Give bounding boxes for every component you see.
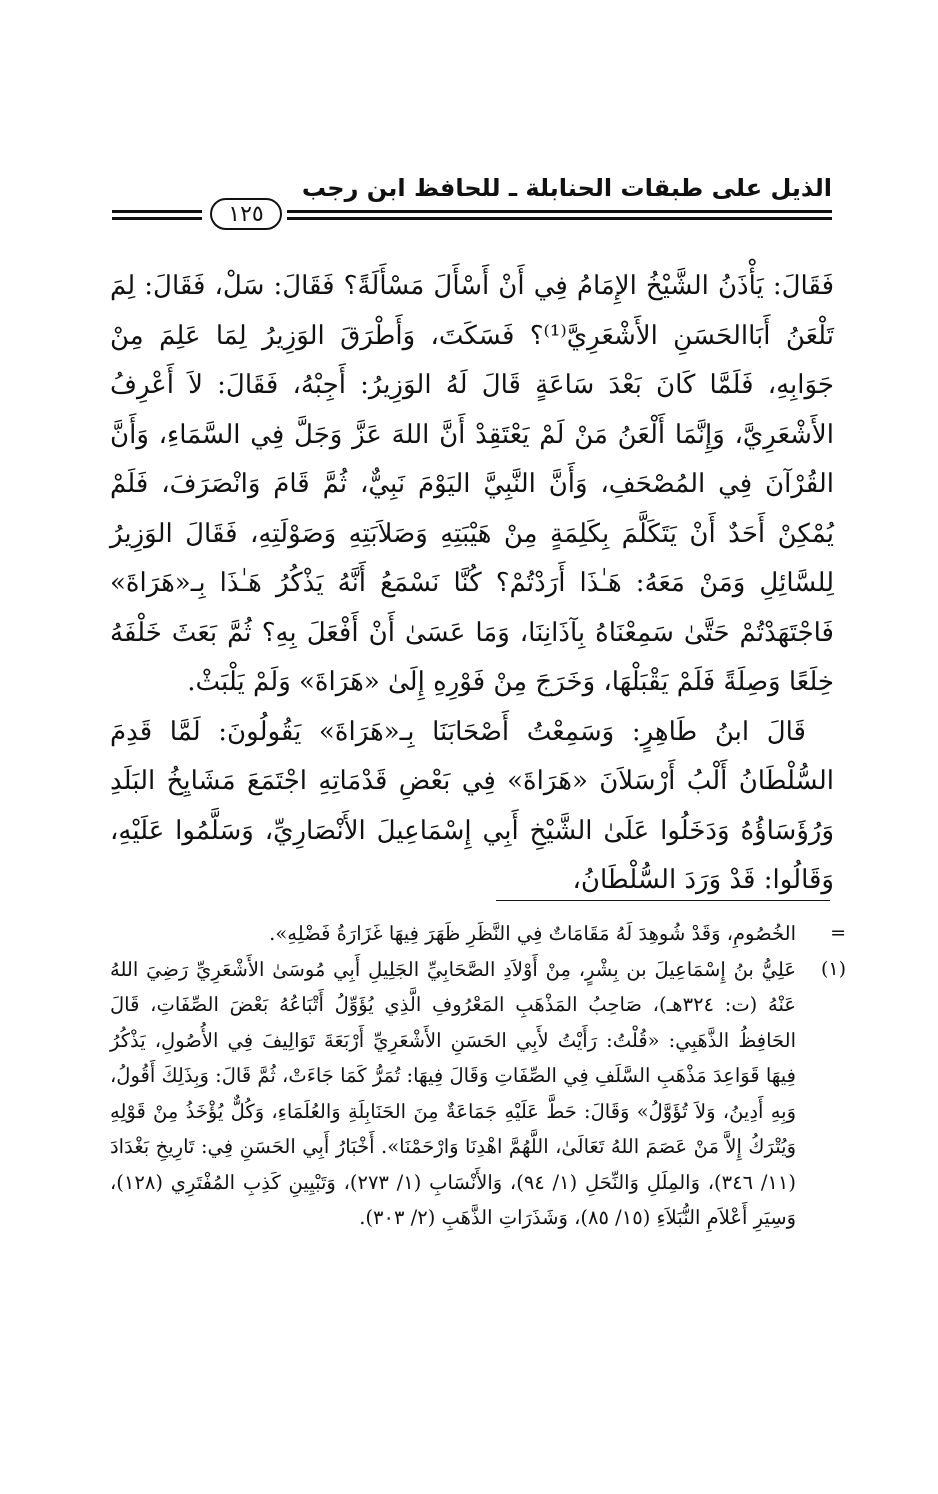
footnote-mark: (١) [820,957,846,980]
footnote-mark: = [830,922,846,944]
main-text [110,262,834,906]
footnote-separator [496,900,830,901]
footnotes [110,916,846,1236]
paragraph-1: فَقَالَ: يَأْذَنُ الشَّيْخُ الإِمَامُ فِي أَنْ أَسْأَلَ مَسْأَلَةً؟ فَقَالَ: سَلْ، فَقَالَ: لِمَ تَلْعَنُ أَبَاالحَسَنِ الأَشْعَرِيَّ⁽¹⁾؟ فَسَكَتَ، وَأَطْرَقَ الوَزِيرُ لِمَا عَلِمَ مِنْ جَوَابِهِ، فَلَمَّا كَانَ بَعْدَ سَاعَةٍ قَالَ لَهُ الوَزِيرُ: أَجِبْهُ، فَقَالَ: لاَ أَعْرِفُ الأَشْعَرِيَّ، وَإِنَّمَا أَلْعَنُ مَنْ لَمْ يَعْتَقِدْ أَنَّ اللهَ عَزَّ وَجَلَّ فِي السَّمَاءِ، وَأَنَّ القُرْآنَ فِي المُصْحَفِ، وَأَنَّ النَّبِيَّ اليَوْمَ نَبِيٌّ، ثُمَّ قَامَ وَانْصَرَفَ، فَلَمْ يُمْكِنْ أَحَدٌ أَنْ يَتَكَلَّمَ بِكَلِمَةٍ مِنْ هَيْبَتِهِ وَصَلاَبَتِهِ وَصَوْلَتِهِ، فَقَالَ الوَزِيرُ لِلسَّائِلِ وَمَنْ مَعَهُ: هَـٰذَا أَرَدْتُمْ؟ كُنَّا نَسْمَعُ أَنَّهُ يَذْكُرُ هَـٰذَا بِـ«هَرَاةَ» فَاجْتَهَدْتُمْ حَتَّىٰ سَمِعْنَاهُ بِآذَانِنَا، وَمَا عَسَىٰ أَنْ أَفْعَلَ بِهِ؟ ثُمَّ بَعَثَ خَلْفَهُ خِلَعًا وَصِلَةً فَلَمْ يَقْبَلْهَا، وَخَرَجَ مِنْ فَوْرِهِ إِلَىٰ «هَرَاةَ» وَلَمْ يَلْبَثْ. [110,271,834,697]
paragraph-2: قَالَ ابنُ طَاهِرٍ: وَسَمِعْتُ أَصْحَابَنَا بِـ«هَرَاةَ» يَقُولُونَ: لَمَّا قَدِمَ السُّلْطَانُ أَلْبُ أَرْسَلاَنَ «هَرَاةَ» فِي بَعْضِ قَدْمَاتِهِ اجْتَمَعَ مَشَايِخُ البَلَدِ وَرُؤَسَاؤُهُ وَدَخَلُوا عَلَىٰ الشَّيْخِ أَبِي إِسْمَاعِيلَ الأَنْصَارِيِّ، وَسَلَّمُوا عَلَيْهِ، وَقَالُوا: قَدْ وَرَدَ السُّلْطَانُ، [110,716,834,895]
footnote-text: الخُصُومِ، وَقَدْ شُوهِدَ لَهُ مَقَامَاتٌ فِي النَّظَرِ ظَهَرَ فِيهَا غَزَارَةُ فَضْلِهِ». [269,922,796,945]
footnote-1 [110,952,846,1236]
footnote-continuation [110,916,846,952]
footnote-text: عَلِيُّ بنُ إِسْمَاعِيلَ بن بِشْرٍ، مِنْ أَوْلاَدِ الصَّحَابِيِّ الجَلِيلِ أَبِي مُوسَىٰ الأَشْعَرِيِّ رَضِيَ اللهُ عَنْهُ (ت: ٣٢٤هـ)، صَاحِبُ المَذْهَبِ المَعْرُوفِ الَّذِي يُؤَوِّلُ أَتْبَاعُهُ بَعْضَ الصِّفَاتِ، قَالَ الحَافِظُ الذَّهَبِي: «قُلْتُ: رَأَيْتُ لأَبِي الحَسَنِ الأَشْعَرِيِّ أَرْبَعَةَ تَوَالِيفَ فِي الأُصُولِ، يَذْكُرُ فِيهَا قَوَاعِدَ مَذْهَبِ السَّلَفِ فِي الصِّفَاتِ وَقَالَ فِيهَا: تُمَرُّ كَمَا جَاءَتْ، ثُمَّ قَالَ: وَبِذَلِكَ أَقُولُ، وَبِهِ أَدِينُ، وَلاَ تُؤَوَّلُ» وَقَالَ: حَطَّ عَلَيْهِ جَمَاعَةٌ مِنَ الحَنَابِلَةِ وَالعُلَمَاءِ، وَكُلٌّ يُؤْخَذُ مِنْ قَوْلِهِ وَيُتْرَكُ إِلاَّ مَنْ عَصَمَ اللهُ تَعَالَىٰ، اللَّهُمَّ اهْدِنَا وَارْحَمْنَا». أَخْبَارُ أَبِي الحَسَنِ فِي: تَارِيخِ بَغْدَادَ (١١/ ٣٤٦)، وَالمِلَلِ وَالنِّحَلِ (١/ ٩٤)، وَالأَنْسَابِ (١/ ٢٧٣)، وَتَبْيِينِ كَذِبِ المُفْتَرِي (١٢٨)، وَسِيَرِ أَعْلاَمِ النُّبَلاَءِ (١٥/ ٨٥)، وَشَذَرَاتِ الذَّهَبِ (٢/ ٣٠٣). [110,957,797,1229]
running-title: الذيل على طبقات الحنابلة ـ للحافظ ابن رجب [301,174,832,202]
page-number: ١٢٥ [228,201,264,227]
page-number-badge [210,198,282,230]
page-header [112,168,832,243]
